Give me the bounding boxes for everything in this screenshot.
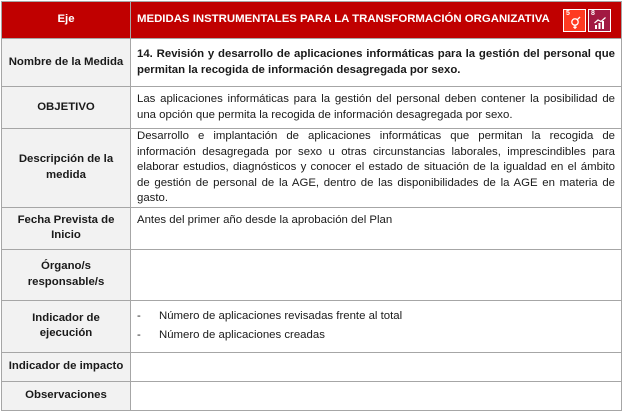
table-row	[2, 129, 622, 208]
header-eje: Eje	[2, 2, 131, 39]
table-row	[2, 87, 622, 129]
value-indicador-ejecucion	[131, 300, 622, 352]
label-fecha: Fecha Prevista de Inicio	[2, 207, 131, 249]
sdg-icons	[563, 9, 611, 32]
table-row	[2, 39, 622, 87]
table-row	[2, 352, 622, 381]
label-objetivo: OBJETIVO	[2, 87, 131, 129]
label-indicador-ejecucion: Indicador de ejecución	[2, 300, 131, 352]
value-organo	[131, 249, 622, 300]
table-header-row	[2, 2, 622, 39]
label-indicador-impacto: Indicador de impacto	[2, 352, 131, 381]
label-organo: Órgano/s responsable/s	[2, 249, 131, 300]
table-row	[2, 381, 622, 410]
gender-equality-icon: 5	[563, 9, 586, 32]
table-row	[2, 249, 622, 300]
value-indicador-impacto	[131, 352, 622, 381]
economic-growth-icon: 8	[588, 9, 611, 32]
table-row	[2, 207, 622, 249]
label-observaciones: Observaciones	[2, 381, 131, 410]
label-descripcion: Descripción de la medida	[2, 129, 131, 208]
list-item: - Número de aplicaciones revisadas frente al total	[137, 310, 403, 322]
label-nombre: Nombre de la Medida	[2, 39, 131, 87]
indicator-list	[137, 309, 615, 343]
value-descripcion: Desarrollo e implantación de aplicaciones informáticas que permitan la recogida de información desagregada por sexo u otras circunstancias laborales, imprescindibles para elaborar estudios, diagnósticos y conocer el estado de situación de la igualdad en el ámbito de gestión de personal de la AGE, dentro de las disponibilidades de la AGE en materia de gasto.	[131, 129, 622, 208]
measure-table	[1, 1, 622, 411]
header-title: MEDIDAS INSTRUMENTALES PARA LA TRANSFORMACIÓN ORGANIZATIVA	[137, 13, 550, 26]
value-objetivo: Las aplicaciones informáticas para la gestión del personal deben contener la posibilidad de una opción que permita la recogida de información desagregada por sexo.	[131, 87, 622, 129]
table-row	[2, 300, 622, 352]
value-nombre: 14. Revisión y desarrollo de aplicaciones informáticas para la gestión del personal que permitan la recogida de información desagregada por sexo.	[131, 39, 622, 87]
list-item: - Número de aplicaciones creadas	[137, 328, 325, 341]
value-observaciones	[131, 381, 622, 410]
header-title-cell	[131, 2, 622, 39]
value-fecha: Antes del primer año desde la aprobación del Plan	[131, 207, 622, 249]
